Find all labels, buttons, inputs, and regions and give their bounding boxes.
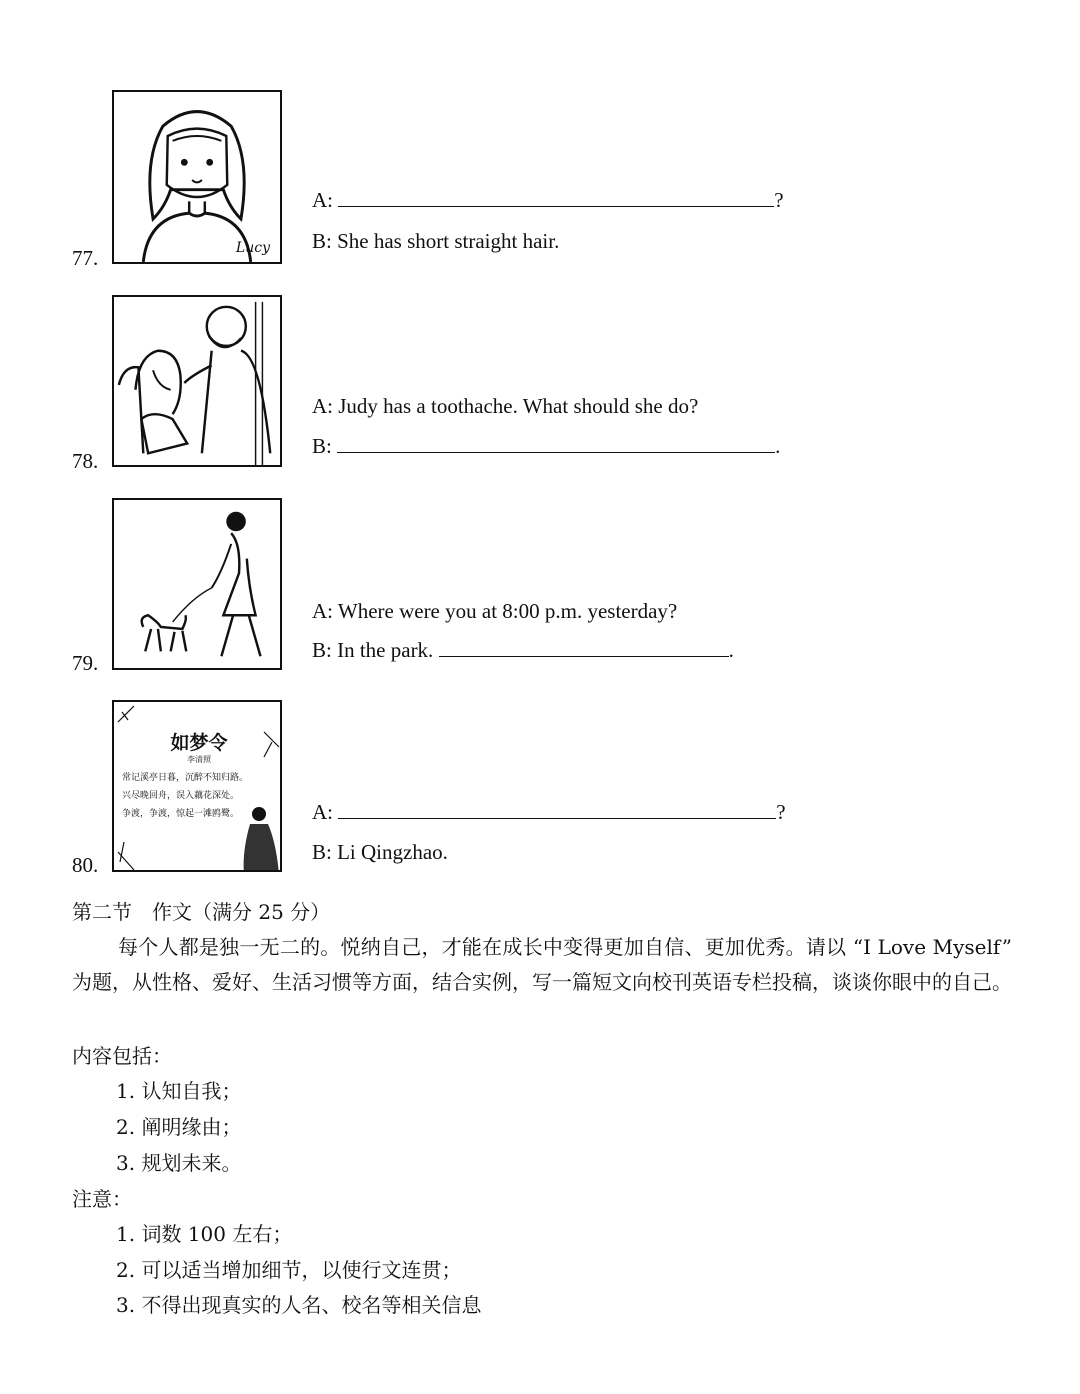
question-79-line-a: A: Where were you at 8:00 p.m. yesterday? (312, 599, 678, 623)
question-80-line-b: B: Li Qingzhao. (312, 840, 448, 864)
content-item: 1. 认知自我； (116, 1079, 242, 1103)
question-78-line-a: A: Judy has a toothache. What should she do? (312, 394, 699, 418)
notes-heading: 注意： (72, 1187, 132, 1211)
picture-dentist (112, 295, 282, 467)
walking-dog-illustration (114, 500, 280, 668)
question-78-line-b: B: . (312, 434, 781, 458)
question-number: 80. (72, 853, 99, 877)
poet-and-bamboo-illustration (114, 702, 282, 872)
content-heading: 内容包括： (72, 1044, 172, 1068)
poem-line: 兴尽晚回舟，误入藕花深处。 (122, 791, 240, 801)
question-number: 79. (72, 651, 99, 675)
notes-item: 3. 不得出现真实的人名、校名等相关信息 (116, 1293, 482, 1317)
notes-item: 1. 词数 100 左右； (116, 1222, 293, 1246)
poem-line: 争渡，争渡，惊起一滩鸥鹭。 (122, 809, 240, 819)
answer-blank[interactable] (338, 800, 776, 819)
girl-portrait-illustration (114, 92, 280, 262)
question-80-line-a: A: ? (312, 800, 786, 824)
question-number: 78. (72, 449, 99, 473)
question-number: 77. (72, 246, 99, 270)
picture-poem-card (112, 700, 282, 872)
content-item: 2. 阐明缘由； (116, 1115, 242, 1139)
answer-blank[interactable] (439, 638, 729, 657)
answer-blank[interactable] (337, 434, 775, 453)
content-item: 3. 规划未来。 (116, 1151, 242, 1175)
picture-label: Lucy (235, 240, 270, 256)
poem-line: 常记溪亭日暮，沉醉不知归路。 (122, 773, 249, 783)
poem-title: 如梦令 (170, 732, 228, 754)
picture-woman-walking-dog (112, 498, 282, 670)
question-77-line-a: A: ? (312, 188, 784, 212)
question-79-line-b: B: In the park. . (312, 638, 734, 662)
poem-author: 李清照 (187, 755, 211, 764)
notes-item: 2. 可以适当增加细节，以使行文连贯； (116, 1258, 462, 1282)
picture-girl-lucy (112, 90, 282, 264)
question-77-line-b: B: She has short straight hair. (312, 229, 560, 253)
writing-prompt: 每个人都是独一无二的。悦纳自己，才能在成长中变得更加自信、更加优秀。请以 “I Love Myself” 为题，从性格、爱好、生活习惯等方面，结合实例，写一篇短文向校刊英语专栏投稿，谈谈你眼中的自己。 (72, 935, 1012, 994)
dentist-illustration (114, 297, 280, 465)
section-title: 第二节 作文（满分 25 分） (72, 900, 331, 924)
answer-blank[interactable] (338, 188, 774, 207)
